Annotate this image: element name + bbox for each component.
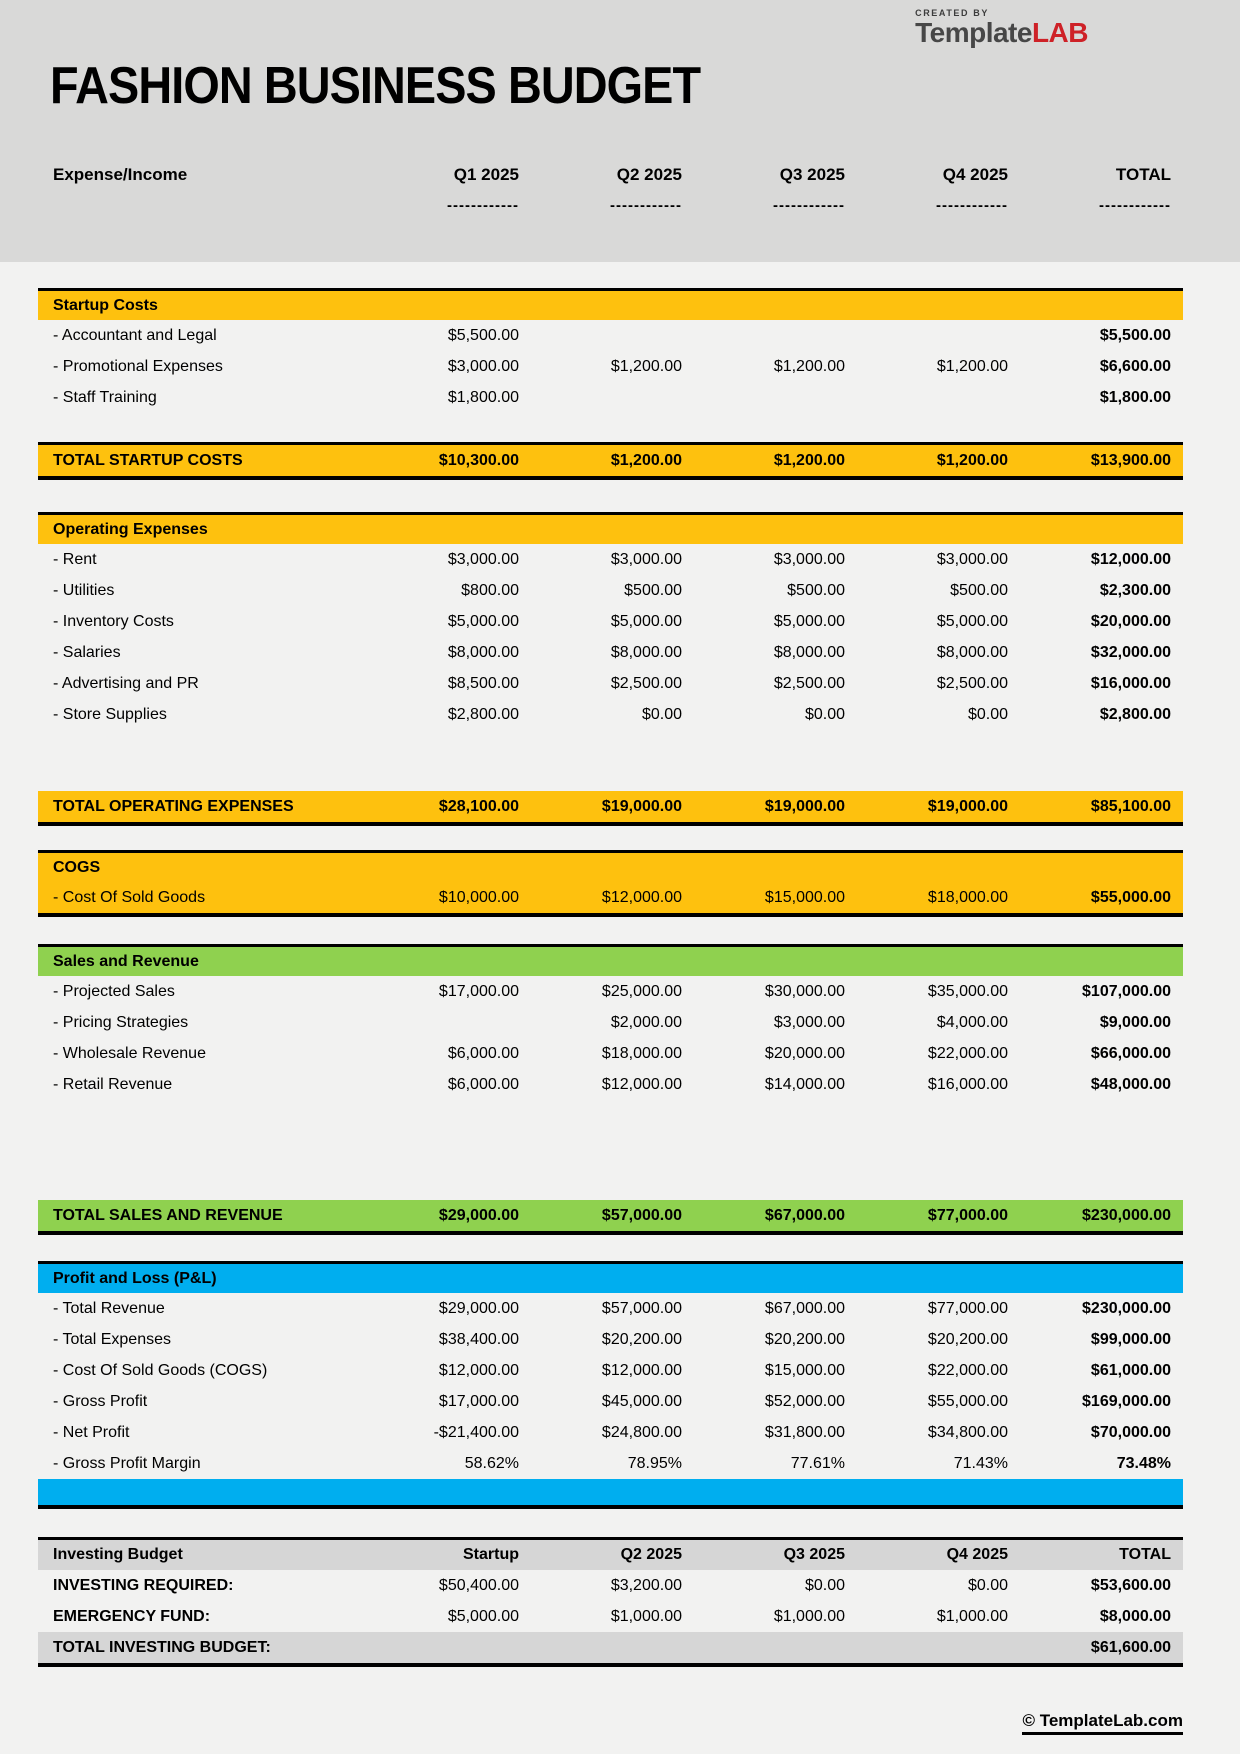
section-gap	[38, 1100, 1183, 1200]
logo-brand-template: Template	[915, 17, 1032, 48]
row-label: Profit and Loss (P&L)	[53, 1269, 217, 1287]
cell-total: $6,600.00	[1099, 357, 1171, 375]
cell-q2: $45,000.00	[601, 1392, 682, 1410]
cell-q4: $34,800.00	[927, 1423, 1008, 1441]
cell-q1: $29,000.00	[438, 1299, 519, 1317]
table-row	[38, 1386, 1183, 1417]
section-header-bar	[38, 512, 1183, 544]
column-header-expense-income: Expense/Income	[53, 165, 188, 184]
table-row	[38, 606, 1183, 637]
column-header-total: TOTAL	[1115, 165, 1171, 184]
cell-q3: $1,200.00	[773, 451, 845, 469]
section-header-row	[38, 1264, 1183, 1293]
templatelab-logo[interactable]	[915, 8, 1088, 47]
cell-q2: $20,200.00	[601, 1330, 682, 1348]
cell-q1: $1,800.00	[447, 388, 519, 406]
section-rows	[38, 1570, 1183, 1632]
table-row	[38, 1293, 1183, 1324]
row-label: - Retail Revenue	[53, 1075, 173, 1093]
dash-total: ------------	[1099, 197, 1171, 214]
cell-q1: $3,000.00	[447, 357, 519, 375]
budget-table	[38, 288, 1183, 1667]
dash-q1: ------------	[447, 197, 519, 214]
cell-q4: $8,000.00	[936, 643, 1008, 661]
table-row	[38, 882, 1183, 913]
cell-q2: $57,000.00	[601, 1299, 682, 1317]
cell-q1: $28,100.00	[438, 797, 519, 815]
row-label: - Accountant and Legal	[53, 326, 217, 344]
row-label: - Net Profit	[53, 1423, 130, 1441]
cell-q2: $19,000.00	[601, 797, 682, 815]
cell-q3: $3,000.00	[773, 550, 845, 568]
cell-total: TOTAL	[1119, 1546, 1171, 1563]
table-row	[38, 1417, 1183, 1448]
cell-total: $2,800.00	[1099, 705, 1171, 723]
cell-total: $99,000.00	[1090, 1330, 1171, 1348]
section-total-bar	[38, 442, 1183, 480]
section-total-row	[38, 1632, 1183, 1663]
section-investing-budget	[38, 1537, 1183, 1667]
row-label: Sales and Revenue	[53, 952, 199, 970]
cell-q1: $38,400.00	[438, 1330, 519, 1348]
cell-total: 73.48%	[1116, 1454, 1171, 1472]
cell-total: $61,000.00	[1090, 1361, 1171, 1379]
section-cogs	[38, 850, 1183, 917]
section-header-row	[38, 947, 1183, 976]
cell-q1: $8,500.00	[447, 674, 519, 692]
cell-q3: $15,000.00	[764, 888, 845, 906]
header-band	[0, 0, 1240, 262]
cell-total: $230,000.00	[1082, 1206, 1171, 1224]
cell-q2: $3,200.00	[610, 1576, 682, 1594]
section-header-bar	[38, 850, 1183, 917]
cell-total: $16,000.00	[1090, 674, 1171, 692]
cell-q2: $0.00	[641, 705, 682, 723]
cell-q1: $5,500.00	[447, 326, 519, 344]
row-label: - Store Supplies	[53, 705, 167, 723]
section-gap	[38, 413, 1183, 442]
cell-q3: $19,000.00	[764, 797, 845, 815]
cell-total: $20,000.00	[1090, 612, 1171, 630]
column-header-q3: Q3 2025	[779, 165, 845, 184]
table-row	[38, 699, 1183, 730]
table-row	[38, 382, 1183, 413]
cell-q3: $5,000.00	[773, 612, 845, 630]
cell-q2: $12,000.00	[601, 1361, 682, 1379]
cell-q4: $4,000.00	[936, 1013, 1008, 1031]
row-label: - Cost Of Sold Goods (COGS)	[53, 1361, 268, 1379]
cell-q3: $15,000.00	[764, 1361, 845, 1379]
cell-q3: $67,000.00	[764, 1299, 845, 1317]
cell-q3: $20,000.00	[764, 1044, 845, 1062]
table-row	[38, 320, 1183, 351]
section-total-bar	[38, 791, 1183, 826]
cell-q3: $1,200.00	[773, 357, 845, 375]
column-header-dashes	[38, 198, 1183, 213]
cell-total: $55,000.00	[1090, 888, 1171, 906]
cell-q3: $2,500.00	[773, 674, 845, 692]
section-total-row	[38, 1200, 1183, 1231]
section-header-bar	[38, 944, 1183, 976]
section-sales-and-revenue	[38, 944, 1183, 1235]
table-row	[38, 976, 1183, 1007]
section-header-row	[38, 853, 1183, 882]
cell-q2: $3,000.00	[610, 550, 682, 568]
section-total-row	[38, 445, 1183, 476]
cell-q2: $5,000.00	[610, 612, 682, 630]
cell-total: $32,000.00	[1090, 643, 1171, 661]
cell-total: $230,000.00	[1082, 1299, 1171, 1317]
cell-q2: 78.95%	[627, 1454, 682, 1472]
section-header-row	[38, 515, 1183, 544]
footer-link[interactable]: © TemplateLab.com	[1022, 1711, 1183, 1735]
cell-q2: $57,000.00	[601, 1206, 682, 1224]
cell-q3: 77.61%	[790, 1454, 845, 1472]
row-label: Startup Costs	[53, 296, 158, 314]
cell-q4: $20,200.00	[927, 1330, 1008, 1348]
table-row	[38, 1007, 1183, 1038]
cell-q2: Q2 2025	[620, 1546, 682, 1563]
table-row	[38, 544, 1183, 575]
column-header-q2: Q2 2025	[616, 165, 682, 184]
cell-total: $5,500.00	[1099, 326, 1171, 344]
cell-q4: Q4 2025	[946, 1546, 1008, 1563]
cell-total: $13,900.00	[1090, 451, 1171, 469]
cell-q3: $52,000.00	[764, 1392, 845, 1410]
cell-q2: $1,200.00	[610, 451, 682, 469]
cell-q2: $1,200.00	[610, 357, 682, 375]
cell-q4: $19,000.00	[927, 797, 1008, 815]
section-total-bar	[38, 1632, 1183, 1667]
section-rows	[38, 976, 1183, 1100]
cell-q1: Startup	[463, 1546, 519, 1563]
cell-q1: $17,000.00	[438, 982, 519, 1000]
cell-total: $85,100.00	[1090, 797, 1171, 815]
cell-q1: -$21,400.00	[433, 1423, 519, 1441]
cell-q1: $17,000.00	[438, 1392, 519, 1410]
table-row	[38, 1069, 1183, 1100]
cell-q1: $50,400.00	[438, 1576, 519, 1594]
dash-q4: ------------	[936, 197, 1008, 214]
cell-q3: $31,800.00	[764, 1423, 845, 1441]
row-label: - Pricing Strategies	[53, 1013, 189, 1031]
table-row	[38, 1448, 1183, 1479]
section-total-bar	[38, 1200, 1183, 1235]
cell-q1: $2,800.00	[447, 705, 519, 723]
row-label: - Promotional Expenses	[53, 357, 223, 375]
cell-q1: $29,000.00	[438, 1206, 519, 1224]
table-row	[38, 1038, 1183, 1069]
table-column-headers	[38, 166, 1183, 183]
section-total-row	[38, 791, 1183, 822]
table-row	[38, 668, 1183, 699]
row-label: EMERGENCY FUND:	[53, 1607, 211, 1625]
cell-q1: $6,000.00	[447, 1044, 519, 1062]
row-label: INVESTING REQUIRED:	[53, 1576, 234, 1594]
cell-q2: $1,000.00	[610, 1607, 682, 1625]
logo-brand-lab: LAB	[1031, 17, 1088, 48]
cell-q4: $18,000.00	[927, 888, 1008, 906]
section-header-bar	[38, 1537, 1183, 1570]
cell-q3: Q3 2025	[783, 1546, 845, 1563]
row-label: - Wholesale Revenue	[53, 1044, 206, 1062]
logo-created-by: CREATED BY	[915, 8, 989, 18]
cell-q2: $500.00	[624, 581, 682, 599]
cell-q1: $12,000.00	[438, 1361, 519, 1379]
cell-q3: $67,000.00	[764, 1206, 845, 1224]
dash-q2: ------------	[610, 197, 682, 214]
table-row	[38, 351, 1183, 382]
dash-q3: ------------	[773, 197, 845, 214]
cell-q3: $1,000.00	[773, 1607, 845, 1625]
row-label: COGS	[53, 858, 101, 876]
column-header-q4: Q4 2025	[942, 165, 1008, 184]
cell-q4: $500.00	[950, 581, 1008, 599]
cell-q4: $3,000.00	[936, 550, 1008, 568]
section-trailing-bar	[38, 1479, 1183, 1509]
table-row	[38, 575, 1183, 606]
row-label: - Projected Sales	[53, 982, 175, 1000]
section-startup-costs	[38, 288, 1183, 480]
cell-total: $12,000.00	[1090, 550, 1171, 568]
cell-q3: $0.00	[804, 1576, 845, 1594]
cell-q3: $0.00	[804, 705, 845, 723]
section-header-bar	[38, 1261, 1183, 1293]
row-label: TOTAL SALES AND REVENUE	[53, 1206, 283, 1224]
cell-q4: $22,000.00	[927, 1361, 1008, 1379]
cell-total: $2,300.00	[1099, 581, 1171, 599]
row-label: - Cost Of Sold Goods	[53, 888, 206, 906]
cell-total: $61,600.00	[1090, 1638, 1171, 1656]
cell-q2: $2,000.00	[610, 1013, 682, 1031]
section-gap	[38, 730, 1183, 791]
footer	[38, 1711, 1183, 1731]
row-label: - Rent	[53, 550, 97, 568]
row-label: TOTAL STARTUP COSTS	[53, 451, 243, 469]
cell-q2: $8,000.00	[610, 643, 682, 661]
cell-total: $107,000.00	[1082, 982, 1171, 1000]
row-label: - Utilities	[53, 581, 115, 599]
row-label: - Total Expenses	[53, 1330, 171, 1348]
cell-q2: $24,800.00	[601, 1423, 682, 1441]
cell-q3: $14,000.00	[764, 1075, 845, 1093]
cell-q1: $800.00	[461, 581, 519, 599]
cell-q4: $77,000.00	[927, 1299, 1008, 1317]
section-rows	[38, 1293, 1183, 1479]
cell-q4: $1,200.00	[936, 451, 1008, 469]
row-label: TOTAL INVESTING BUDGET:	[53, 1638, 271, 1656]
table-row	[38, 1570, 1183, 1601]
cell-q2: $12,000.00	[601, 888, 682, 906]
row-label: Investing Budget	[53, 1546, 183, 1563]
table-row	[38, 637, 1183, 668]
row-label: Operating Expenses	[53, 520, 208, 538]
row-label: - Total Revenue	[53, 1299, 165, 1317]
table-row	[38, 1324, 1183, 1355]
cell-q4: $0.00	[967, 1576, 1008, 1594]
cell-q1: 58.62%	[464, 1454, 519, 1472]
cell-q4: $16,000.00	[927, 1075, 1008, 1093]
cell-q3: $3,000.00	[773, 1013, 845, 1031]
table-row	[38, 1355, 1183, 1386]
cell-q4: $1,000.00	[936, 1607, 1008, 1625]
cell-q4: $1,200.00	[936, 357, 1008, 375]
row-label: - Salaries	[53, 643, 121, 661]
row-label: - Staff Training	[53, 388, 157, 406]
section-rows	[38, 320, 1183, 413]
cell-total: $70,000.00	[1090, 1423, 1171, 1441]
row-label: - Inventory Costs	[53, 612, 174, 630]
row-label: - Gross Profit	[53, 1392, 148, 1410]
table-row	[38, 1601, 1183, 1632]
cell-q4: $77,000.00	[927, 1206, 1008, 1224]
cell-q3: $20,200.00	[764, 1330, 845, 1348]
cell-total: $1,800.00	[1099, 388, 1171, 406]
row-label: - Advertising and PR	[53, 674, 199, 692]
logo-brand	[915, 17, 1088, 48]
cell-q1: $10,000.00	[438, 888, 519, 906]
cell-q4: $2,500.00	[936, 674, 1008, 692]
cell-total: $48,000.00	[1090, 1075, 1171, 1093]
cell-q1: $8,000.00	[447, 643, 519, 661]
row-label: TOTAL OPERATING EXPENSES	[53, 797, 294, 815]
cell-q1: $5,000.00	[447, 612, 519, 630]
cell-q4: $5,000.00	[936, 612, 1008, 630]
cell-q2: $18,000.00	[601, 1044, 682, 1062]
row-label: - Gross Profit Margin	[53, 1454, 201, 1472]
cell-total: $9,000.00	[1099, 1013, 1171, 1031]
cell-q3: $500.00	[787, 581, 845, 599]
cell-q2: $25,000.00	[601, 982, 682, 1000]
section-header-row	[38, 291, 1183, 320]
cell-q3: $30,000.00	[764, 982, 845, 1000]
cell-total: $8,000.00	[1099, 1607, 1171, 1625]
cell-q4: 71.43%	[953, 1454, 1008, 1472]
cell-q4: $55,000.00	[927, 1392, 1008, 1410]
cell-q1: $5,000.00	[447, 1607, 519, 1625]
section-profit-and-loss	[38, 1261, 1183, 1509]
cell-q2: $12,000.00	[601, 1075, 682, 1093]
cell-q4: $35,000.00	[927, 982, 1008, 1000]
cell-q2: $2,500.00	[610, 674, 682, 692]
section-operating-expenses	[38, 512, 1183, 826]
cell-q1: $3,000.00	[447, 550, 519, 568]
section-header-bar	[38, 288, 1183, 320]
page-title: FASHION BUSINESS BUDGET	[50, 57, 701, 115]
cell-total: $66,000.00	[1090, 1044, 1171, 1062]
cell-q1: $10,300.00	[438, 451, 519, 469]
cell-total: $169,000.00	[1082, 1392, 1171, 1410]
section-rows	[38, 544, 1183, 730]
cell-q1: $6,000.00	[447, 1075, 519, 1093]
section-header-row	[38, 1540, 1183, 1570]
column-header-q1: Q1 2025	[453, 165, 519, 184]
cell-q4: $0.00	[967, 705, 1008, 723]
cell-q4: $22,000.00	[927, 1044, 1008, 1062]
cell-q3: $8,000.00	[773, 643, 845, 661]
cell-total: $53,600.00	[1090, 1576, 1171, 1594]
